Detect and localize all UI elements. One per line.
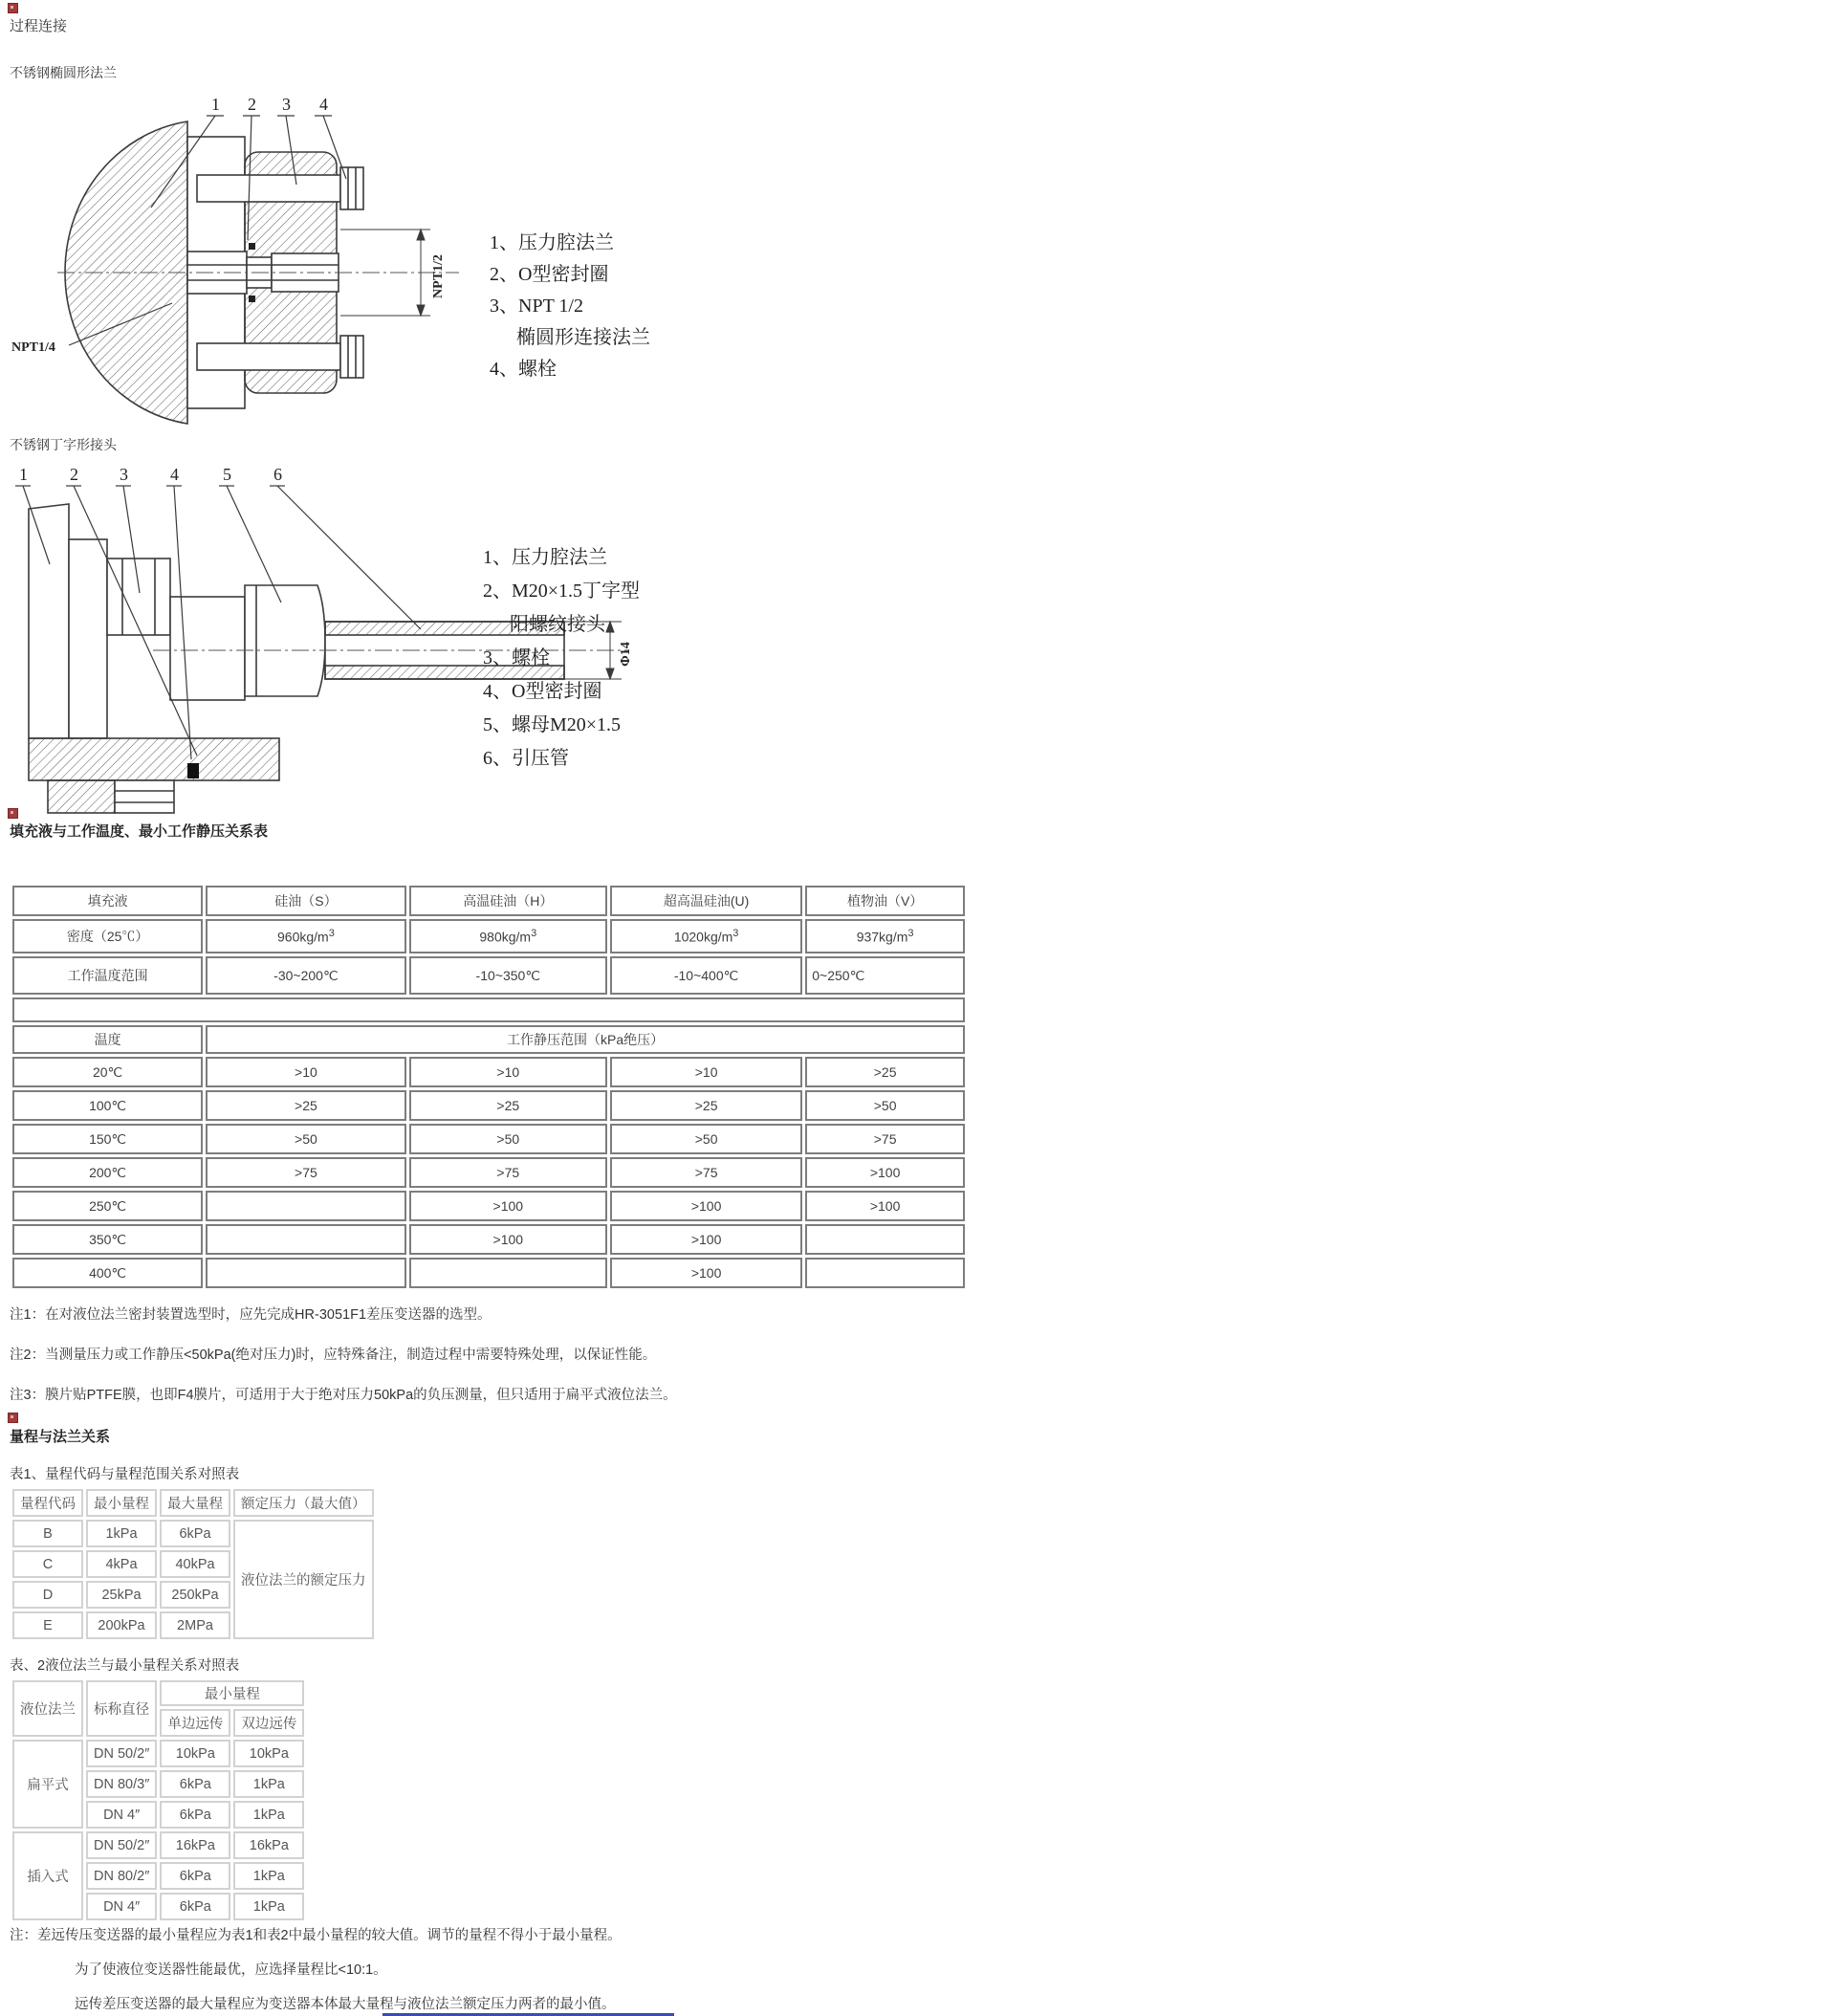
cell — [805, 1224, 965, 1255]
callout-6: 6 — [273, 465, 282, 484]
left-plate-shape — [29, 504, 69, 738]
callout-1: 1 — [19, 465, 28, 484]
header-cell: 工作静压范围（kPa绝压） — [206, 1025, 965, 1054]
cell: >25 — [206, 1090, 405, 1121]
header-cell: 最小量程 — [160, 1680, 304, 1706]
table-row — [12, 1124, 965, 1154]
table-row — [12, 919, 965, 953]
row-label-cell: 100℃ — [12, 1090, 203, 1121]
cell: D — [12, 1581, 83, 1609]
cell: 10kPa — [160, 1740, 230, 1767]
cell: -10~350℃ — [409, 956, 607, 995]
header-cell: 液位法兰 — [12, 1680, 83, 1737]
range-code-table — [10, 1486, 377, 1642]
legend-item: 阳螺纹接头 — [510, 614, 605, 635]
tee-body-shape — [170, 597, 245, 700]
cell — [409, 1258, 607, 1288]
bottom-note-2: 为了使液位变送器性能最优，应选择量程比<10:1。 — [75, 1962, 387, 1978]
header-cell: 额定压力（最大值） — [233, 1489, 374, 1517]
cell: 1kPa — [233, 1770, 304, 1798]
cell: DN 50/2″ — [86, 1831, 157, 1859]
table-row — [12, 1090, 965, 1121]
cell: >100 — [805, 1157, 965, 1188]
nut-m20-shape — [245, 585, 325, 696]
cell: -30~200℃ — [206, 956, 405, 995]
cell — [805, 1258, 965, 1288]
cell: >100 — [610, 1224, 802, 1255]
cell: 40kPa — [160, 1550, 230, 1578]
broken-image-icon — [8, 3, 18, 13]
cell: 16kPa — [160, 1831, 230, 1859]
legend-item: 1、压力腔法兰 — [483, 547, 607, 568]
cell: 6kPa — [160, 1862, 230, 1890]
legend-item: 1、压力腔法兰 — [490, 232, 614, 253]
cell: E — [12, 1611, 83, 1639]
cell: 0~250℃ — [805, 956, 965, 995]
broken-image-icon — [8, 1413, 18, 1423]
cell: DN 80/3″ — [86, 1770, 157, 1798]
table-row — [12, 1025, 965, 1054]
cell: >50 — [805, 1090, 965, 1121]
table-row — [12, 1831, 304, 1859]
header-cell: 最大量程 — [160, 1489, 230, 1517]
table-row — [12, 886, 965, 916]
note-1: 注1：在对液位法兰密封装置选型时，应先完成HR-3051F1差压变送器的选型。 — [10, 1307, 492, 1323]
merged-note-cell: 液位法兰的额定压力 — [233, 1520, 374, 1639]
group-label-cell: 扁平式 — [12, 1740, 83, 1829]
callout-5: 5 — [223, 465, 231, 484]
row-label-cell: 200℃ — [12, 1157, 203, 1188]
legend-item: 6、引压管 — [483, 748, 569, 769]
cell — [206, 1258, 405, 1288]
cell: $960kg/m^3$ — [206, 919, 405, 953]
cell: >25 — [409, 1090, 607, 1121]
legend-item: 4、O型密封圈 — [483, 681, 602, 702]
header-cell: 超高温硅油(U) — [610, 886, 802, 916]
legend-item: 2、O型密封圈 — [490, 264, 609, 285]
note-2: 注2：当测量压力或工作静压<50kPa(绝对压力)时，应特殊备注，制造过程中需要特殊处理，以保证性能。 — [10, 1348, 657, 1363]
cell: 6kPa — [160, 1770, 230, 1798]
cell: >50 — [409, 1124, 607, 1154]
cell: $1020kg/m^3$ — [610, 919, 802, 953]
bottom-note-3: 远传差压变送器的最大量程应为变送器本体最大量程与液位法兰额定压力两者的最小值。 — [75, 1997, 616, 2012]
cell: 1kPa — [233, 1893, 304, 1920]
cell: >100 — [610, 1258, 802, 1288]
cell: 16kPa — [233, 1831, 304, 1859]
o-ring-seal-shape — [187, 763, 199, 778]
cell: 6kPa — [160, 1520, 230, 1547]
legend-item: 4、螺栓 — [490, 359, 557, 380]
table-row — [12, 1224, 965, 1255]
cell: >25 — [805, 1057, 965, 1087]
legend-item: 3、NPT 1/2 — [490, 296, 583, 317]
lower-stack-shape — [48, 780, 115, 813]
cell: $980kg/m^3$ — [409, 919, 607, 953]
row-label-cell: 400℃ — [12, 1258, 203, 1288]
cell: 6kPa — [160, 1801, 230, 1829]
spacer-cell — [12, 997, 965, 1022]
fill-fluid-table — [10, 883, 968, 1291]
upper-hex-bolt-shape — [107, 559, 170, 635]
callout-4: 4 — [319, 95, 328, 114]
cell: 6kPa — [160, 1893, 230, 1920]
header-cell: 标称直径 — [86, 1680, 157, 1737]
npt14-label: NPT1/4 — [11, 340, 55, 355]
diagram1-title: 不锈钢椭圆形法兰 — [10, 65, 117, 80]
table-row — [12, 1157, 965, 1188]
tee-joint-diagram — [10, 451, 755, 815]
table-row — [12, 1740, 304, 1767]
callout-1: 1 — [211, 95, 220, 114]
cell: DN 50/2″ — [86, 1740, 157, 1767]
cell: >75 — [805, 1124, 965, 1154]
group-label-cell: 插入式 — [12, 1831, 83, 1920]
table-row — [12, 1520, 374, 1547]
cell: >75 — [409, 1157, 607, 1188]
cell: C — [12, 1550, 83, 1578]
table-row — [12, 1258, 965, 1288]
legend-item: 3、螺栓 — [483, 647, 550, 668]
page-title: 过程连接 — [10, 18, 68, 34]
cell: >100 — [610, 1191, 802, 1221]
header-cell: 量程代码 — [12, 1489, 83, 1517]
cell: 10kPa — [233, 1740, 304, 1767]
diagram2-title: 不锈钢丁字形接头 — [10, 437, 117, 452]
cell: >10 — [610, 1057, 802, 1087]
cell: $937kg/m^3$ — [805, 919, 965, 953]
cell: >10 — [206, 1057, 405, 1087]
broken-image-icon — [8, 808, 18, 819]
callout-2: 2 — [70, 465, 78, 484]
cell: DN 4″ — [86, 1801, 157, 1829]
cell: 4kPa — [86, 1550, 157, 1578]
cell: >25 — [610, 1090, 802, 1121]
header-cell: 植物油（V） — [805, 886, 965, 916]
cell: >10 — [409, 1057, 607, 1087]
row-label-cell: 工作温度范围 — [12, 956, 203, 995]
range-section-heading: 量程与法兰关系 — [10, 1429, 111, 1445]
table2-caption: 表、2液位法兰与最小量程关系对照表 — [10, 1658, 240, 1674]
header-cell: 温度 — [12, 1025, 203, 1054]
header-cell: 最小量程 — [86, 1489, 157, 1517]
table-row — [12, 1057, 965, 1087]
table-row — [12, 956, 965, 995]
cell: 250kPa — [160, 1581, 230, 1609]
cell: -10~400℃ — [610, 956, 802, 995]
cell: 1kPa — [233, 1862, 304, 1890]
cell: DN 4″ — [86, 1893, 157, 1920]
cell: 2MPa — [160, 1611, 230, 1639]
npt12-label: NPT1/2 — [431, 254, 446, 298]
lower-hex-shape — [115, 780, 174, 813]
callout-4: 4 — [170, 465, 179, 484]
cell: >100 — [805, 1191, 965, 1221]
base-slab-shape — [29, 738, 279, 780]
row-label-cell: 150℃ — [12, 1124, 203, 1154]
cell: >75 — [610, 1157, 802, 1188]
legend-item: 2、M20×1.5丁字型 — [483, 581, 641, 602]
legend-item: 5、螺母M20×1.5 — [483, 714, 622, 735]
header-cell: 高温硅油（H） — [409, 886, 607, 916]
header-cell: 单边远传 — [160, 1709, 230, 1737]
cell: 200kPa — [86, 1611, 157, 1639]
legend-item: 椭圆形连接法兰 — [516, 327, 650, 348]
table-row — [12, 1489, 374, 1517]
diagram1-legend — [490, 228, 650, 385]
cell — [206, 1224, 405, 1255]
header-cell: 硅油（S） — [206, 886, 405, 916]
row-label-cell: 20℃ — [12, 1057, 203, 1087]
row-label-cell: 250℃ — [12, 1191, 203, 1221]
row-label-cell: 350℃ — [12, 1224, 203, 1255]
dia14-label: Φ14 — [619, 642, 633, 667]
bottom-note-1: 注：差远传压变送器的最小量程应为表1和表2中最小量程的较大值。调节的量程不得小于最小量程。 — [10, 1928, 622, 1943]
cell: >75 — [206, 1157, 405, 1188]
cell: 1kPa — [86, 1520, 157, 1547]
header-cell: 双边远传 — [233, 1709, 304, 1737]
cell: >50 — [610, 1124, 802, 1154]
diagram2-legend — [483, 541, 640, 776]
table-row — [12, 1680, 304, 1706]
table-row — [12, 997, 965, 1022]
fill-table-heading: 填充液与工作温度、最小工作静压关系表 — [10, 823, 269, 840]
note-3: 注3：膜片贴PTFE膜，也即F4膜片，可适用于大于绝对压力50kPa的负压测量，但只适用于扁平式液位法兰。 — [10, 1388, 677, 1403]
cell: DN 80/2″ — [86, 1862, 157, 1890]
row-label-cell: 密度（25℃） — [12, 919, 203, 953]
cell: >100 — [409, 1224, 607, 1255]
table-row — [12, 1191, 965, 1221]
cell — [206, 1191, 405, 1221]
callout-3: 3 — [282, 95, 291, 114]
table1-caption: 表1、量程代码与量程范围关系对照表 — [10, 1467, 240, 1482]
cell: >100 — [409, 1191, 607, 1221]
callout-3: 3 — [120, 465, 128, 484]
header-cell: 填充液 — [12, 886, 203, 916]
flange-min-range-table — [10, 1677, 307, 1923]
cell: >50 — [206, 1124, 405, 1154]
cell: 1kPa — [233, 1801, 304, 1829]
cell: 25kPa — [86, 1581, 157, 1609]
callout-2: 2 — [248, 95, 256, 114]
cell: B — [12, 1520, 83, 1547]
